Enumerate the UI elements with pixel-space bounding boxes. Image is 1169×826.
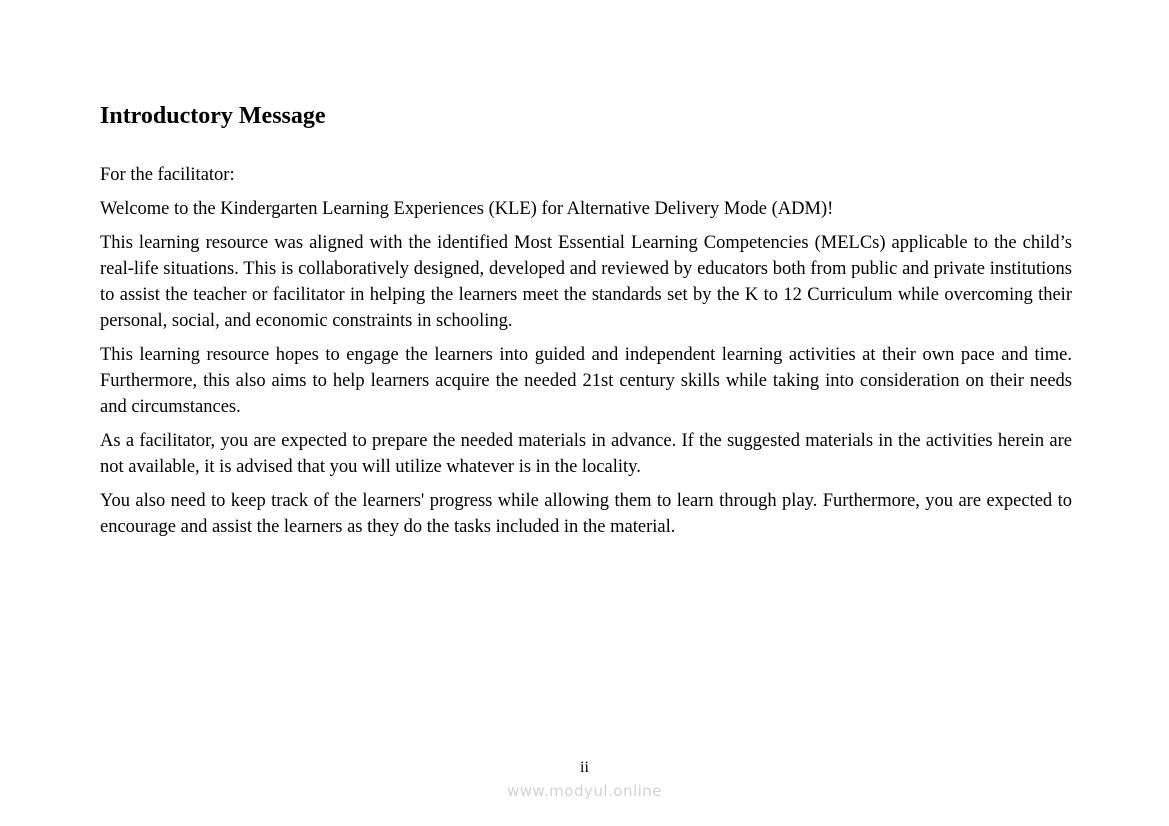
paragraph-facilitator-greeting: For the facilitator: xyxy=(100,165,235,185)
paragraph-progress: You also need to keep track of the learners' progress while allowing them to learn through play. Furthermore, you are expected to encourage and assist the learners as they do the tasks included in the material. xyxy=(100,491,1072,537)
page-title: Introductory Message xyxy=(100,103,326,129)
body-text xyxy=(100,162,1072,548)
paragraph-materials: As a facilitator, you are expected to prepare the needed materials in advance. If the suggested materials in the activities herein are not available, it is advised that you will utilize whatever is in the locality. xyxy=(100,431,1072,477)
paragraph-resource-goals: This learning resource hopes to engage the learners into guided and independent learning activities at their own pace and time. Furthermore, this also aims to help learners acquire the needed 21st century skills while taking into consideration on their needs and circumstances. xyxy=(100,345,1072,417)
paragraph-resource-alignment: This learning resource was aligned with the identified Most Essential Learning Competencies (MELCs) applicable to the child’s real-life situations. This is collaboratively designed, developed and reviewed by educators both from public and private institutions to assist the teacher or facilitator in helping the learners meet the standards set by the K to 12 Curriculum while overcoming their personal, social, and economic constraints in schooling. xyxy=(100,233,1072,331)
paragraph-welcome: Welcome to the Kindergarten Learning Experiences (KLE) for Alternative Delivery Mode (ADM)! xyxy=(100,199,834,219)
watermark: www.modyul.online xyxy=(506,782,663,800)
page-number: ii xyxy=(580,759,589,776)
